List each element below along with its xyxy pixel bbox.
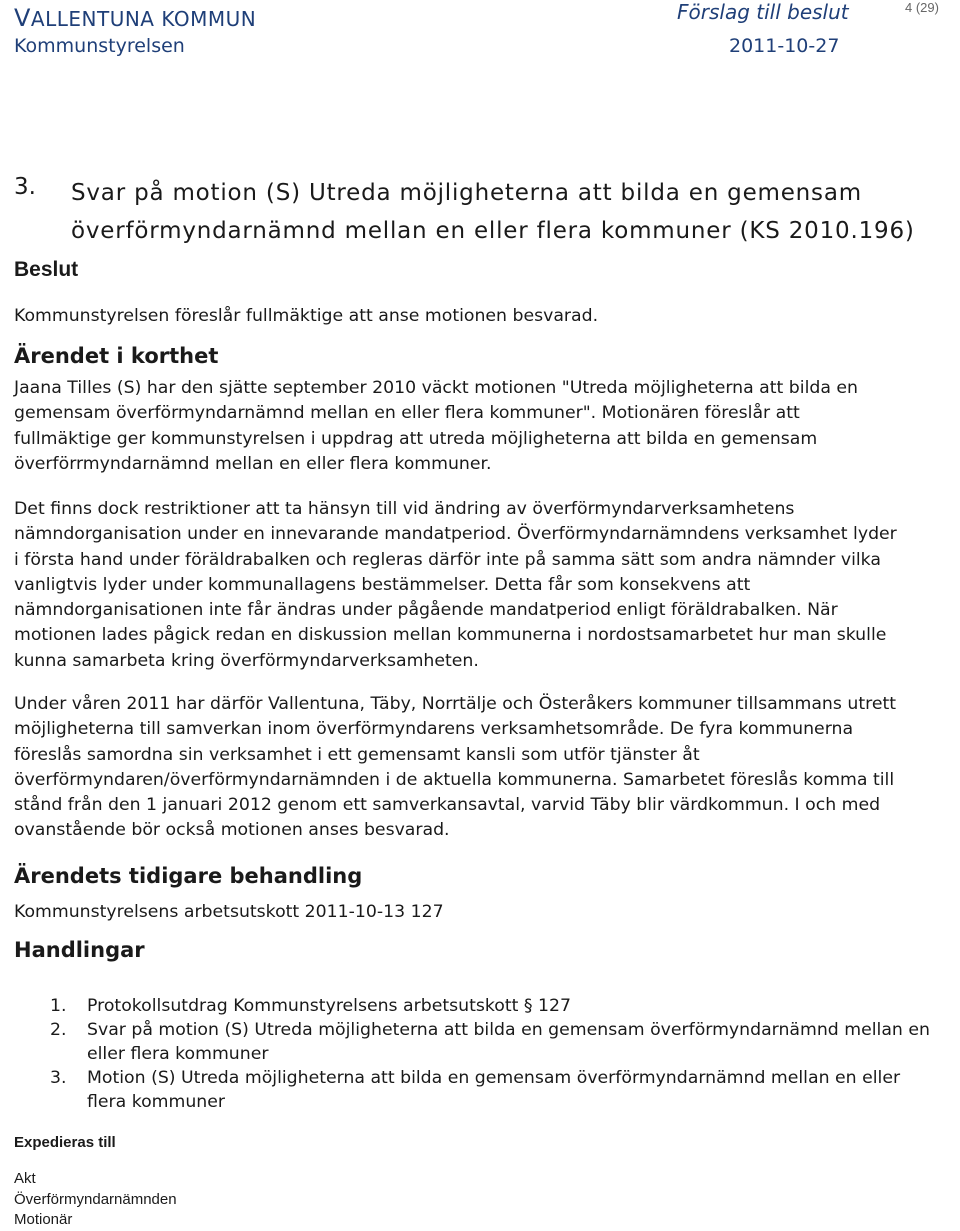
text-line: stånd från den 1 januari 2012 genom ett samverkansavtal, varvid Täby blir värdkommun. I och med <box>14 795 881 816</box>
beslut-text <box>14 304 949 329</box>
list-item-number: 2. <box>50 1020 67 1040</box>
item-title-line: överförmyndarnämnd mellan en eller flera kommuner (KS 2010.196) <box>71 218 915 244</box>
organization-rest: ALLENTUNA KOMMUN <box>30 7 257 31</box>
text-line: motionen lades pågick redan en diskussion mellan kommunerna i nordostsamarbetet hur man skulle <box>14 625 887 646</box>
text-line: gemensam överförmyndarnämnd mellan en eller flera kommuner". Motionären föreslår att <box>14 403 800 424</box>
text-line: föreslås samordna sin verksamhet i ett gemensamt kansli som utför tjänster åt <box>14 744 700 765</box>
text-line: möjligheterna till samverkan inom överförmyndarens verksamhetsområde. De fyra kommunerna <box>14 719 854 740</box>
korthet-paragraph-3 <box>14 692 949 844</box>
text-line: ovanstående bör också motionen anses besvarad. <box>14 820 450 841</box>
list-item-number: 1. <box>50 996 67 1016</box>
department-name: Kommunstyrelsen <box>14 35 185 57</box>
text-line: Under våren 2011 har därför Vallentuna, Täby, Norrtälje och Österåkers kommuner tillsammans utrett <box>14 694 897 714</box>
page-number: 4 (29) <box>905 0 939 15</box>
text-line: Jaana Tilles (S) har den sjätte september 2010 väckt motionen "Utreda möjligheterna att bilda en <box>14 378 859 398</box>
text-line: överförrmyndarnämnd mellan en eller flera kommuner. <box>14 453 492 474</box>
text-line: nämndorganisationen inte får ändras under pågående mandatperiod enligt föräldrabalken. När <box>14 600 838 621</box>
list-item <box>50 994 940 1018</box>
text-line: fullmäktige ger kommunstyrelsen i uppdrag att utreda möjligheterna att bilda en gemensam <box>14 428 818 449</box>
list-item <box>50 1018 940 1066</box>
recipient-list <box>14 1169 177 1231</box>
item-title-line: Svar på motion (S) Utreda möjligheterna att bilda en gemensam <box>71 180 862 206</box>
korthet-paragraph-2 <box>14 497 949 674</box>
recipient-item: Överförmyndarnämnden <box>14 1190 177 1208</box>
list-item-text: Svar på motion (S) Utreda möjligheterna att bilda en gemensam överförmyndarnämnd mellan en eller flera kommuner <box>87 1020 930 1064</box>
beslut-line: Kommunstyrelsen föreslår fullmäktige att anse motionen besvarad. <box>14 306 599 326</box>
handlingar-heading: Handlingar <box>14 938 145 962</box>
text-line: nämndorganisation under en innevarande mandatperiod. Överförmyndarnämndens verksamhet lyder <box>14 524 897 545</box>
text-line: kunna samarbeta kring överförmyndarverksamheten. <box>14 650 479 671</box>
korthet-paragraph-1 <box>14 376 949 477</box>
tidigare-text <box>14 900 949 925</box>
expedieras-heading: Expedieras till <box>14 1134 116 1151</box>
list-item-text: Motion (S) Utreda möjligheterna att bilda en gemensam överförmyndarnämnd mellan en eller flera kommuner <box>87 1068 901 1112</box>
handlingar-list <box>50 994 940 1114</box>
text-line: Det finns dock restriktioner att ta hänsyn till vid ändring av överförmyndarverksamhetens <box>14 499 795 519</box>
document-date: 2011-10-27 <box>729 35 840 57</box>
list-item-number: 3. <box>50 1068 67 1088</box>
tidigare-line: Kommunstyrelsens arbetsutskott 2011-10-13 127 <box>14 902 444 922</box>
organization-name <box>14 4 256 32</box>
item-title <box>71 174 931 250</box>
beslut-heading: Beslut <box>14 258 79 281</box>
text-line: i första hand under föräldrabalken och regleras därför inte på samma sätt som andra nämnder vilka <box>14 549 881 570</box>
recipient-item: Motionär <box>14 1211 73 1228</box>
korthet-heading: Ärendet i korthet <box>14 344 219 368</box>
text-line: överförmyndaren/överförmyndarnämnden i de aktuella kommunerna. Samarbetet föreslås komma till <box>14 769 895 790</box>
organization-initial: V <box>14 4 31 32</box>
text-line: vanligtvis lyder under kommunallagens bestämmelser. Detta får som konsekvens att <box>14 574 751 595</box>
recipient-item: Akt <box>14 1170 36 1187</box>
item-number: 3. <box>14 174 36 200</box>
tidigare-heading: Ärendets tidigare behandling <box>14 864 363 888</box>
document-status: Förslag till beslut <box>677 0 849 24</box>
list-item-text: Protokollsutdrag Kommunstyrelsens arbetsutskott § 127 <box>87 996 571 1016</box>
list-item <box>50 1066 940 1114</box>
